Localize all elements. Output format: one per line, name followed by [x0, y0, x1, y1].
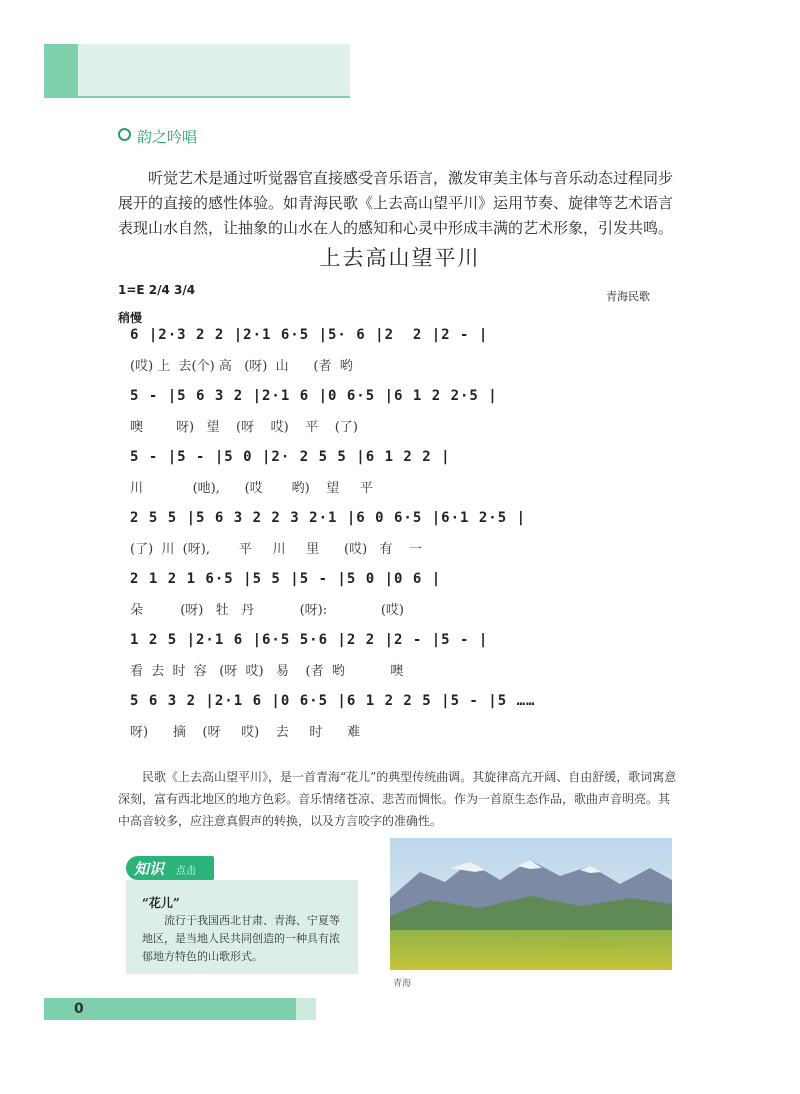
notes-text: 5 - |5 6 3 2 |2·1 6 |0 6·5 |6 1 2 2·5 | — [130, 385, 650, 408]
song-tempo: 稍慢 — [118, 311, 143, 325]
knowledge-tag — [126, 856, 214, 880]
notes-row — [130, 568, 670, 599]
header-band-accent — [44, 44, 78, 98]
description-text: 民歌《上去高山望平川》，是一首青海“花儿”的典型传统曲调。其旋律高亢开阔、自由舒缓，歌词寓意深刻，富有西北地区的地方色彩。音乐情绪苍凉、悲苦而惆怅。作为一首原生态作品，歌曲声音明亮。其中高音较多，应注意真假声的转换，以及方言咬字的准确性。 — [118, 770, 677, 828]
score-line-5 — [130, 568, 670, 623]
lyrics-text: (哎) 上 去(个) 高 (呀) 山 (者 哟 — [130, 359, 353, 374]
intro-paragraph — [118, 166, 678, 241]
notes-row — [130, 446, 670, 477]
landscape-image — [390, 838, 672, 970]
header-band — [44, 44, 350, 98]
qinghai-landscape-photo — [390, 838, 672, 970]
intro-text: 听觉艺术是通过听觉器官直接感受音乐语言，激发审美主体与音乐动态过程同步展开的直接的感性体验。如青海民歌《上去高山望平川》运用节奏、旋律等艺术语言表现山水自然，让抽象的山水在人的感知和心灵中形成丰满的艺术形象，引发共鸣。 — [118, 169, 674, 237]
song-key: 1=E 2/4 3/4 — [118, 283, 196, 297]
score-line-3 — [130, 446, 670, 501]
song-description — [118, 766, 678, 832]
lyrics-text: 呀) 摘 (呀 哎) 去 时 难 — [130, 725, 361, 740]
score-line-6 — [130, 629, 670, 684]
header-rule — [44, 96, 350, 98]
lyrics-text: 川 (吔), (哎 哟) 望 平 — [130, 481, 373, 496]
score-line-7 — [130, 690, 670, 745]
section-title — [118, 126, 197, 147]
knowledge-tag-subtitle: 点击 — [176, 866, 196, 877]
lyrics-text: 朵 (呀) 牡 丹 (呀): (哎) — [130, 603, 404, 618]
notes-row — [130, 324, 670, 355]
notes-text: 6 |2·3 2 2 |2·1 6·5 |5· 6 |2 2 |2 - | — [130, 324, 650, 347]
jianpu-score — [130, 318, 670, 745]
notes-text: 2 5 5 |5 6 3 2 2 3 2·1 |6 0 6·5 |6·1 2·5 | — [130, 507, 650, 530]
notes-row — [130, 690, 670, 721]
page-number: 0 — [74, 1001, 84, 1017]
circle-bullet-icon — [118, 128, 131, 141]
song-title: 上去高山望平川 — [319, 246, 481, 270]
lyrics-text: 噢 呀) 望 (呀 哎) 平 (了) — [130, 420, 358, 435]
score-line-1 — [130, 324, 670, 379]
notes-row — [130, 385, 670, 416]
notes-row — [130, 507, 670, 538]
lyrics-text: (了) 川 (呀), 平 川 里 (哎) 有 一 — [130, 542, 423, 557]
score-line-2 — [130, 385, 670, 440]
knowledge-box — [126, 880, 358, 974]
notes-text: 2 1 2 1 6·5 |5 5 |5 - |5 0 |0 6 | — [130, 568, 650, 591]
knowledge-text: 流行于我国西北甘肃、青海、宁夏等地区，是当地人民共同创造的一种具有浓郁地方特色的山歌形式。 — [142, 914, 340, 963]
knowledge-tag-title: 知识 — [134, 860, 165, 878]
knowledge-title: “花儿” — [142, 896, 180, 910]
notes-row — [130, 629, 670, 660]
notes-text: 1 2 5 |2·1 6 |6·5 5·6 |2 2 |2 - |5 - | — [130, 629, 650, 652]
notes-text: 5 - |5 - |5 0 |2· 2 5 5 |6 1 2 2 | — [130, 446, 650, 469]
song-origin: 青海民歌 — [606, 290, 650, 303]
notes-text: 5 6 3 2 |2·1 6 |0 6·5 |6 1 2 2 5 |5 - |5 …… — [130, 690, 650, 713]
score-line-4 — [130, 507, 670, 562]
photo-caption: 青海 — [393, 979, 412, 989]
section-title-text: 韵之吟唱 — [137, 128, 198, 146]
lyrics-text: 看 去 时 容 (呀 哎) 易 (者 哟 噢 — [130, 664, 404, 679]
